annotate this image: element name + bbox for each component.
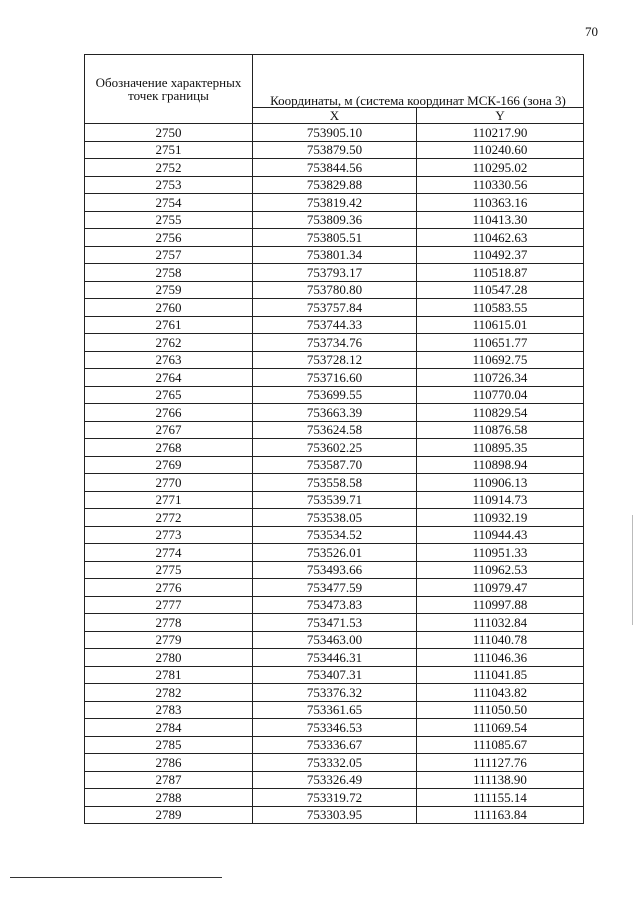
cell-point: 2761	[85, 316, 253, 334]
table-row	[85, 281, 584, 299]
cell-x: 753587.70	[253, 456, 417, 474]
cell-y: 111040.78	[417, 631, 584, 649]
cell-x: 753471.53	[253, 614, 417, 632]
cell-point: 2766	[85, 404, 253, 422]
table-row	[85, 334, 584, 352]
cell-point: 2757	[85, 246, 253, 264]
table-row	[85, 579, 584, 597]
cell-y: 110615.01	[417, 316, 584, 334]
table-row	[85, 264, 584, 282]
cell-y: 110997.88	[417, 596, 584, 614]
cell-x: 753407.31	[253, 666, 417, 684]
cell-x: 753477.59	[253, 579, 417, 597]
cell-x: 753793.17	[253, 264, 417, 282]
cell-x: 753663.39	[253, 404, 417, 422]
cell-point: 2780	[85, 649, 253, 667]
cell-point: 2752	[85, 159, 253, 177]
table-header	[85, 55, 584, 124]
cell-x: 753819.42	[253, 194, 417, 212]
cell-y: 110979.47	[417, 579, 584, 597]
cell-y: 111043.82	[417, 684, 584, 702]
cell-y: 110770.04	[417, 386, 584, 404]
cell-point: 2758	[85, 264, 253, 282]
cell-x: 753493.66	[253, 561, 417, 579]
table-row	[85, 474, 584, 492]
cell-point: 2763	[85, 351, 253, 369]
cell-x: 753716.60	[253, 369, 417, 387]
cell-point: 2755	[85, 211, 253, 229]
cell-point: 2775	[85, 561, 253, 579]
cell-x: 753558.58	[253, 474, 417, 492]
footnote-separator	[10, 877, 222, 878]
cell-x: 753624.58	[253, 421, 417, 439]
cell-x: 753538.05	[253, 509, 417, 527]
cell-point: 2774	[85, 544, 253, 562]
cell-point: 2770	[85, 474, 253, 492]
cell-x: 753829.88	[253, 176, 417, 194]
cell-point: 2784	[85, 719, 253, 737]
cell-point: 2771	[85, 491, 253, 509]
cell-x: 753699.55	[253, 386, 417, 404]
cell-x: 753801.34	[253, 246, 417, 264]
cell-point: 2782	[85, 684, 253, 702]
cell-x: 753326.49	[253, 771, 417, 789]
cell-x: 753539.71	[253, 491, 417, 509]
cell-x: 753602.25	[253, 439, 417, 457]
table-row	[85, 666, 584, 684]
cell-y: 110462.63	[417, 229, 584, 247]
cell-y: 110726.34	[417, 369, 584, 387]
table-row	[85, 316, 584, 334]
cell-point: 2781	[85, 666, 253, 684]
table-row	[85, 561, 584, 579]
cell-x: 753728.12	[253, 351, 417, 369]
table-row	[85, 456, 584, 474]
cell-y: 111155.14	[417, 789, 584, 807]
cell-point: 2786	[85, 754, 253, 772]
cell-point: 2753	[85, 176, 253, 194]
cell-point: 2762	[85, 334, 253, 352]
cell-x: 753534.52	[253, 526, 417, 544]
cell-y: 110518.87	[417, 264, 584, 282]
cell-x: 753805.51	[253, 229, 417, 247]
cell-y: 110962.53	[417, 561, 584, 579]
cell-x: 753303.95	[253, 806, 417, 824]
cell-y: 110295.02	[417, 159, 584, 177]
cell-y: 111085.67	[417, 736, 584, 754]
table-row	[85, 649, 584, 667]
cell-point: 2760	[85, 299, 253, 317]
cell-y: 110547.28	[417, 281, 584, 299]
table-row	[85, 614, 584, 632]
table-row	[85, 386, 584, 404]
margin-mark	[632, 515, 633, 625]
cell-x: 753376.32	[253, 684, 417, 702]
cell-y: 110895.35	[417, 439, 584, 457]
cell-x: 753361.65	[253, 701, 417, 719]
cell-x: 753809.36	[253, 211, 417, 229]
cell-y: 110951.33	[417, 544, 584, 562]
cell-y: 110914.73	[417, 491, 584, 509]
cell-y: 111041.85	[417, 666, 584, 684]
table-row	[85, 124, 584, 142]
cell-y: 110330.56	[417, 176, 584, 194]
cell-y: 110363.16	[417, 194, 584, 212]
cell-y: 111138.90	[417, 771, 584, 789]
cell-y: 111069.54	[417, 719, 584, 737]
cell-point: 2764	[85, 369, 253, 387]
cell-y: 110944.43	[417, 526, 584, 544]
cell-point: 2783	[85, 701, 253, 719]
table-row	[85, 176, 584, 194]
table-row	[85, 369, 584, 387]
cell-point: 2756	[85, 229, 253, 247]
cell-y: 111127.76	[417, 754, 584, 772]
cell-x: 753332.05	[253, 754, 417, 772]
page-number: 70	[585, 24, 598, 39]
cell-point: 2765	[85, 386, 253, 404]
cell-x: 753463.00	[253, 631, 417, 649]
cell-point: 2787	[85, 771, 253, 789]
table-row	[85, 194, 584, 212]
table-row	[85, 736, 584, 754]
table-row	[85, 631, 584, 649]
table-row	[85, 404, 584, 422]
table-row	[85, 299, 584, 317]
cell-point: 2778	[85, 614, 253, 632]
cell-x: 753780.80	[253, 281, 417, 299]
header-x: X	[253, 108, 417, 124]
cell-y: 111050.50	[417, 701, 584, 719]
cell-y: 110492.37	[417, 246, 584, 264]
table-row	[85, 544, 584, 562]
cell-y: 110651.77	[417, 334, 584, 352]
table-row	[85, 159, 584, 177]
cell-point: 2772	[85, 509, 253, 527]
cell-y: 110906.13	[417, 474, 584, 492]
cell-x: 753734.76	[253, 334, 417, 352]
cell-x: 753526.01	[253, 544, 417, 562]
table-row	[85, 754, 584, 772]
cell-point: 2773	[85, 526, 253, 544]
cell-y: 110932.19	[417, 509, 584, 527]
cell-y: 110217.90	[417, 124, 584, 142]
table-row	[85, 246, 584, 264]
cell-point: 2769	[85, 456, 253, 474]
cell-y: 110692.75	[417, 351, 584, 369]
cell-y: 110829.54	[417, 404, 584, 422]
cell-y: 111163.84	[417, 806, 584, 824]
cell-x: 753757.84	[253, 299, 417, 317]
cell-point: 2768	[85, 439, 253, 457]
cell-y: 111046.36	[417, 649, 584, 667]
header-coordinates: Координаты, м (система координат МСК-166 (зона 3)	[253, 55, 584, 108]
table-row	[85, 351, 584, 369]
cell-point: 2777	[85, 596, 253, 614]
table-row	[85, 141, 584, 159]
cell-point: 2750	[85, 124, 253, 142]
cell-x: 753319.72	[253, 789, 417, 807]
cell-x: 753879.50	[253, 141, 417, 159]
cell-point: 2788	[85, 789, 253, 807]
cell-y: 110413.30	[417, 211, 584, 229]
coordinates-table	[84, 54, 584, 824]
table-row	[85, 526, 584, 544]
table-row	[85, 421, 584, 439]
cell-y: 111032.84	[417, 614, 584, 632]
cell-point: 2754	[85, 194, 253, 212]
table-row	[85, 509, 584, 527]
header-y: Y	[417, 108, 584, 124]
cell-x: 753744.33	[253, 316, 417, 334]
cell-x: 753473.83	[253, 596, 417, 614]
header-designation: Обозначение характерных точек границы	[85, 55, 253, 124]
cell-point: 2759	[85, 281, 253, 299]
cell-x: 753336.67	[253, 736, 417, 754]
table-row	[85, 596, 584, 614]
cell-x: 753905.10	[253, 124, 417, 142]
cell-x: 753346.53	[253, 719, 417, 737]
cell-y: 110898.94	[417, 456, 584, 474]
cell-point: 2751	[85, 141, 253, 159]
cell-point: 2767	[85, 421, 253, 439]
table-row	[85, 771, 584, 789]
table-row	[85, 701, 584, 719]
table-row	[85, 491, 584, 509]
table-row	[85, 439, 584, 457]
cell-point: 2785	[85, 736, 253, 754]
table-row	[85, 719, 584, 737]
cell-point: 2789	[85, 806, 253, 824]
table-row	[85, 229, 584, 247]
cell-point: 2779	[85, 631, 253, 649]
cell-y: 110876.58	[417, 421, 584, 439]
cell-y: 110583.55	[417, 299, 584, 317]
table-row	[85, 211, 584, 229]
table-row	[85, 806, 584, 824]
table-body	[85, 124, 584, 824]
cell-point: 2776	[85, 579, 253, 597]
cell-y: 110240.60	[417, 141, 584, 159]
cell-x: 753844.56	[253, 159, 417, 177]
table-row	[85, 684, 584, 702]
cell-x: 753446.31	[253, 649, 417, 667]
table-row	[85, 789, 584, 807]
